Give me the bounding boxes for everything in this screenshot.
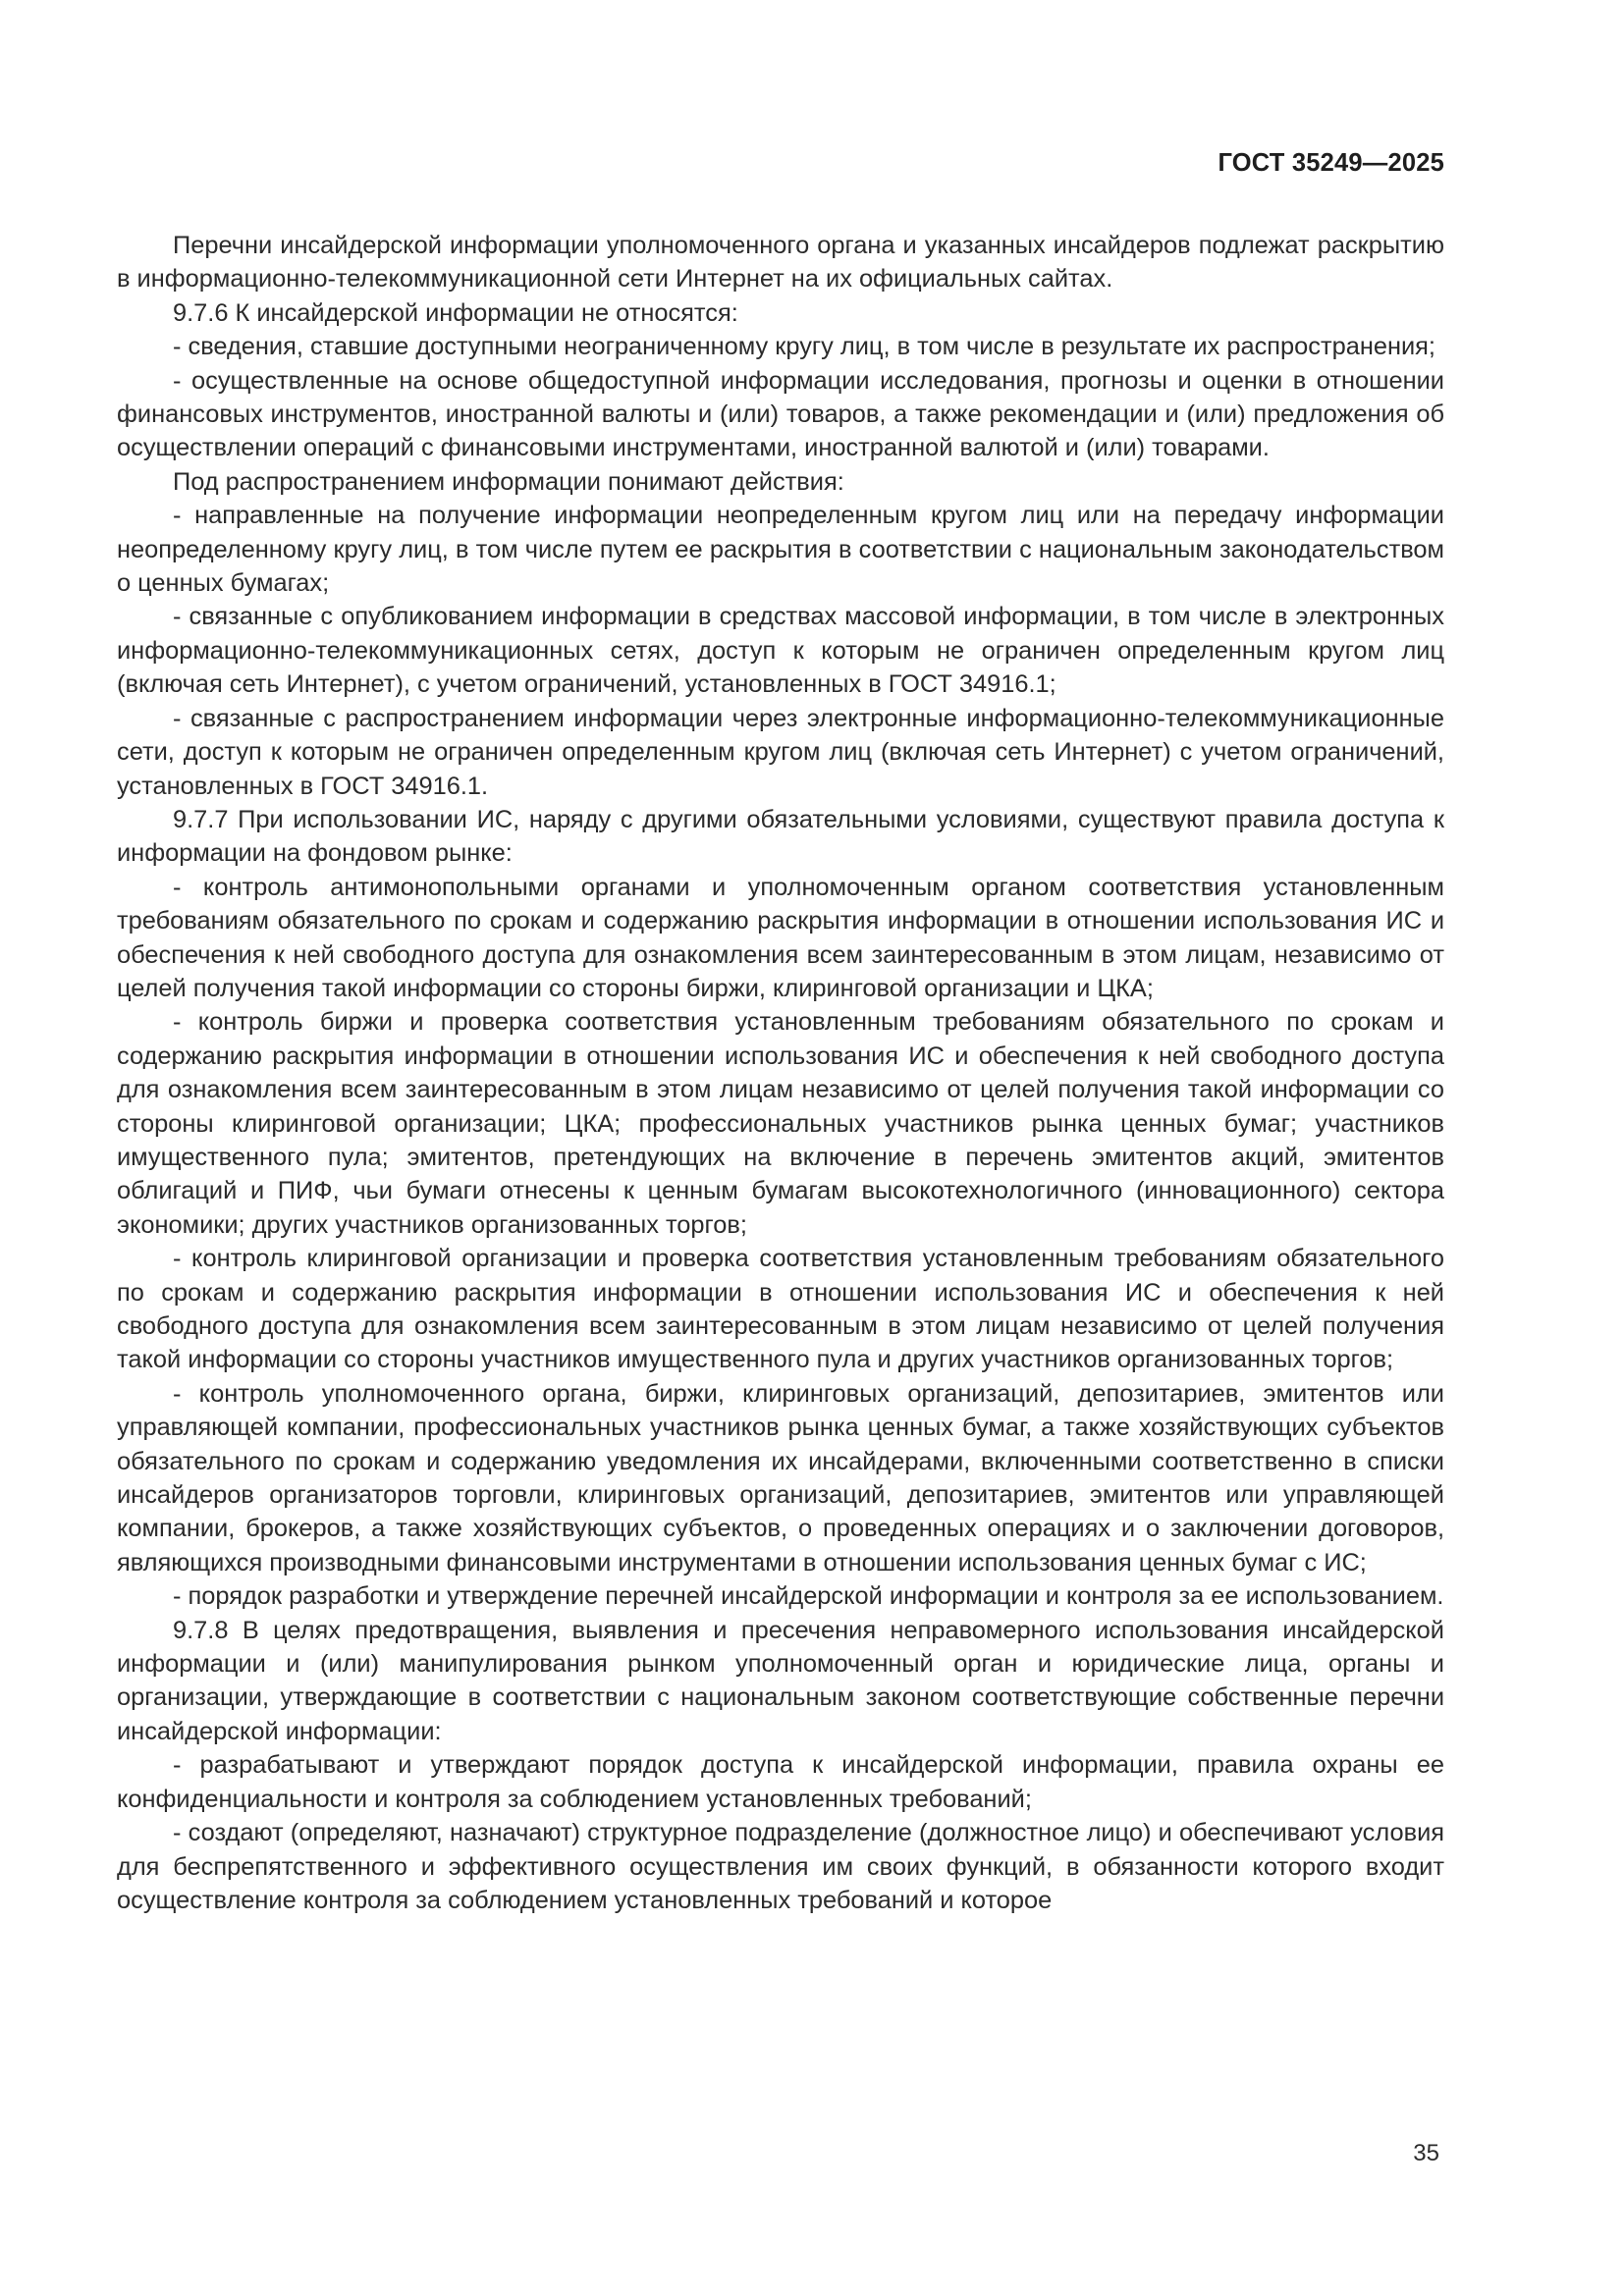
- list-item: - порядок разработки и утверждение перечней инсайдерской информации и контроля за ее использованием.: [173, 1582, 1444, 1611]
- list-item: - связанные с распространением информации через электронные информационно-телекоммуникационные сети, доступ к которым не ограничен определенным кругом лиц (включая сеть Интернет) с учетом ограничений, установленных в ГОСТ 34916.1.: [117, 704, 1444, 800]
- paragraph: 9.7.7 При использовании ИС, наряду с другими обязательными условиями, существуют правила доступа к информации на фондовом рынке:: [117, 805, 1444, 868]
- list-item: - сведения, ставшие доступными неограниченному кругу лиц, в том числе в результате их распространения;: [173, 333, 1435, 361]
- page-number: 35: [1413, 2140, 1439, 2166]
- document-body: [117, 229, 1444, 1917]
- list-item: - разрабатывают и утверждают порядок доступа к инсайдерской информации, правила охраны ее конфиденциальности и контроля за соблюдением установленных требований;: [117, 1751, 1444, 1813]
- list-item: - контроль биржи и проверка соответствия установленным требованиям обязательного по срокам и содержанию раскрытия информации в отношении использования ИС и обеспечения к ней свободного доступа для ознакомления всем заинтересованным в этом лицам независимо от целей получения такой информации со стороны клиринговой организации; ЦКА; профессиональных участников рынка ценных бумаг; участников имущественного пула; эмитентов, претендующих на включение в перечень эмитентов акций, эмитентов облигаций и ПИФ, чьи бумаги отнесены к ценным бумагам высокотехнологичного (инновационного) сектора экономики; других участников организованных торгов;: [117, 1008, 1444, 1239]
- list-item: - контроль уполномоченного органа, биржи, клиринговых организаций, депозитариев, эмитентов или управляющей компании, профессиональных участников рынка ценных бумаг, а также хозяйствующих субъектов обязательного по срокам и содержанию уведомления их инсайдерами, включенными соответственно в списки инсайдеров организаторов торговли, клиринговых организаций, депозитариев, эмитентов или управляющей компании, брокеров, а также хозяйствующих субъектов, о проведенных операциях и о заключении договоров, являющихся производными финансовыми инструментами в отношении использования ценных бумаг с ИС;: [117, 1379, 1444, 1576]
- list-item: - связанные с опубликованием информации в средствах массовой информации, в том числе в электронных информационно-телекоммуникационных сетях, доступ к которым не ограничен определенным кругом лиц (включая сеть Интернет), с учетом ограничений, установленных в ГОСТ 34916.1;: [117, 603, 1444, 699]
- list-item: - направленные на получение информации неопределенным кругом лиц или на передачу информации неопределенному кругу лиц, в том числе путем ее раскрытия в соответствии с национальным законодательством о ценных бумагах;: [117, 502, 1444, 598]
- list-item: - контроль антимонопольными органами и уполномоченным органом соответствия установленным требованиям обязательного по срокам и содержанию раскрытия информации в отношении использования ИС и обеспечения к ней свободного доступа для ознакомления всем заинтересованным в этом лицам, независимо от целей получения такой информации со стороны биржи, клиринговой организации и ЦКА;: [117, 873, 1444, 1002]
- paragraph: 9.7.6 К инсайдерской информации не относятся:: [173, 298, 738, 327]
- list-item: - осуществленные на основе общедоступной информации исследования, прогнозы и оценки в отношении финансовых инструментов, иностранной валюты и (или) товаров, а также рекомендации и (или) предложения об осуществлении операций с финансовыми инструментами, иностранной валютой и (или) товарами.: [117, 366, 1444, 462]
- list-item: - создают (определяют, назначают) структурное подразделение (должностное лицо) и обеспечивают условия для беспрепятственного и эффективного осуществления им своих функций, в обязанности которого входит осуществление контроля за соблюдением установленных требований и которое: [117, 1819, 1444, 1914]
- paragraph: Перечни инсайдерской информации уполномоченного органа и указанных инсайдеров подлежат раскрытию в информационно-телекоммуникационной сети Интернет на их официальных сайтах.: [117, 232, 1444, 294]
- document-standard-code: ГОСТ 35249—2025: [1218, 149, 1444, 177]
- paragraph: 9.7.8 В целях предотвращения, выявления и пресечения неправомерного использования инсайдерской информации и (или) манипулирования рынком уполномоченный орган и юридические лица, органы и организации, утверждающие в соответствии с национальным законом соответствующие собственные перечни инсайдерской информации:: [117, 1616, 1444, 1745]
- list-item: - контроль клиринговой организации и проверка соответствия установленным требованиям обязательного по срокам и содержанию раскрытия информации в отношении использования ИС и обеспечения к ней свободного доступа для ознакомления всем заинтересованным в этом лицам независимо от целей получения такой информации со стороны участников имущественного пула и других участников организованных торгов;: [117, 1245, 1444, 1374]
- paragraph: Под распространением информации понимают действия:: [173, 467, 844, 496]
